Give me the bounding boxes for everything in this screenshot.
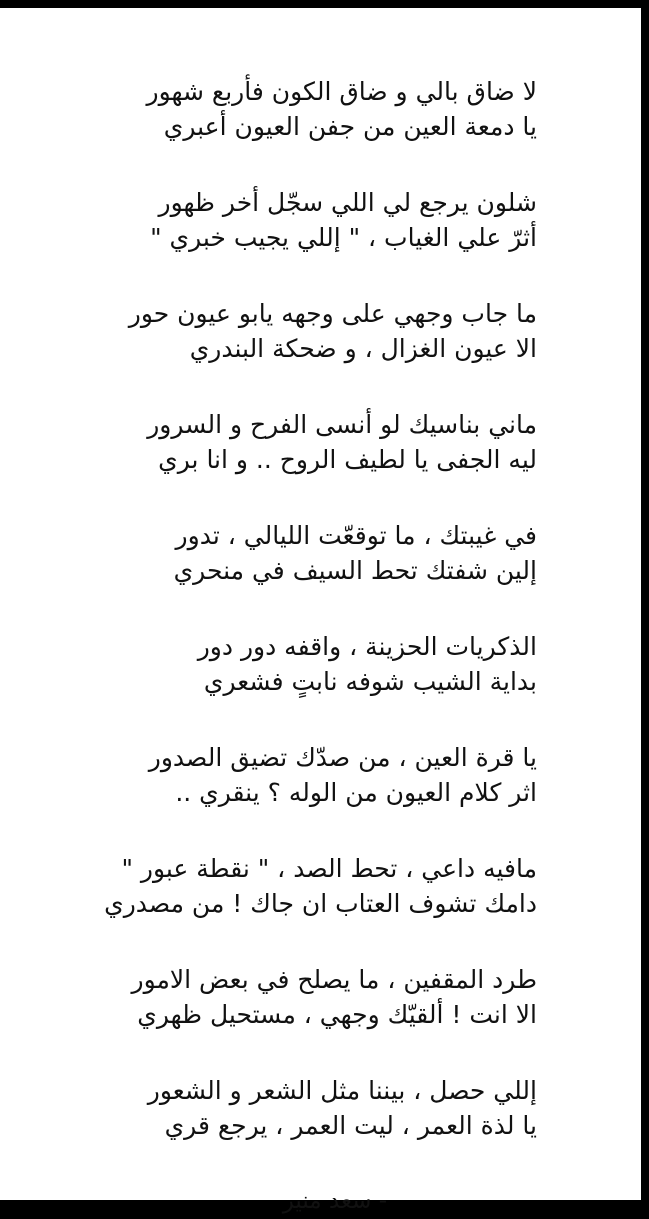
stanza	[17, 1073, 537, 1184]
poem-line: يا قرة العين ، من صدّك تضيق الصدور	[148, 743, 537, 772]
stanza	[17, 185, 537, 296]
poem	[17, 74, 537, 1219]
poem-line: إلين شفتك تحط السيف في منحري	[173, 556, 537, 585]
poem-line: في غيبتك ، ما توقعّت الليالي ، تدور	[175, 521, 537, 550]
poem-line: ما جاب وجهي على وجهه يابو عيون حور	[128, 299, 537, 328]
poem-line: طرد المقفين ، ما يصلح في بعض الامور	[131, 965, 537, 994]
stanza	[17, 518, 537, 629]
document-page	[0, 8, 641, 1214]
screen-edge	[641, 0, 649, 1200]
poem-line: اثر كلام العيون من الوله ؟ ينقري ..	[175, 778, 537, 807]
poem-line: لا ضاق بالي و ضاق الكون فأربع شهور	[146, 77, 537, 106]
poem-line: شلون يرجع لي اللي سجّل أخر ظهور	[158, 188, 537, 217]
poem-line: يا لذة العمر ، ليت العمر ، يرجع قري	[164, 1111, 537, 1140]
poem-line: بداية الشيب شوفه نابتٍ فشعري	[203, 667, 537, 696]
poem-line: إللي حصل ، بيننا مثل الشعر و الشعور	[147, 1076, 537, 1105]
poem-line: دامك تشوف العتاب ان جاك ! من مصدري	[104, 889, 537, 918]
stanza	[17, 962, 537, 1073]
poem-line: يا دمعة العين من جفن العيون أعبري	[163, 112, 537, 141]
stanza	[17, 407, 537, 518]
stanza	[17, 296, 537, 407]
author-signature: - سعد منير	[282, 1188, 387, 1214]
poem-line: أثرّ علي الغياب ، " إللي يجيب خبري "	[150, 223, 537, 252]
stanza	[17, 740, 537, 851]
poem-line: الذكريات الحزينة ، واقفه دور دور	[197, 632, 537, 661]
poem-line: مافيه داعي ، تحط الصد ، " نقطة عبور "	[121, 854, 537, 883]
stanza	[17, 851, 537, 962]
stanza	[17, 74, 537, 185]
stanza	[17, 629, 537, 740]
poem-line: ماني بناسيك لو أنسى الفرح و السرور	[147, 410, 537, 439]
poem-line: الا عيون الغزال ، و ضحكة البندري	[189, 334, 537, 363]
poem-line: الا انت ! ألقيّك وجهي ، مستحيل ظهري	[137, 1000, 537, 1029]
poem-line: ليه الجفى يا لطيف الروح .. و انا بري	[158, 445, 537, 474]
